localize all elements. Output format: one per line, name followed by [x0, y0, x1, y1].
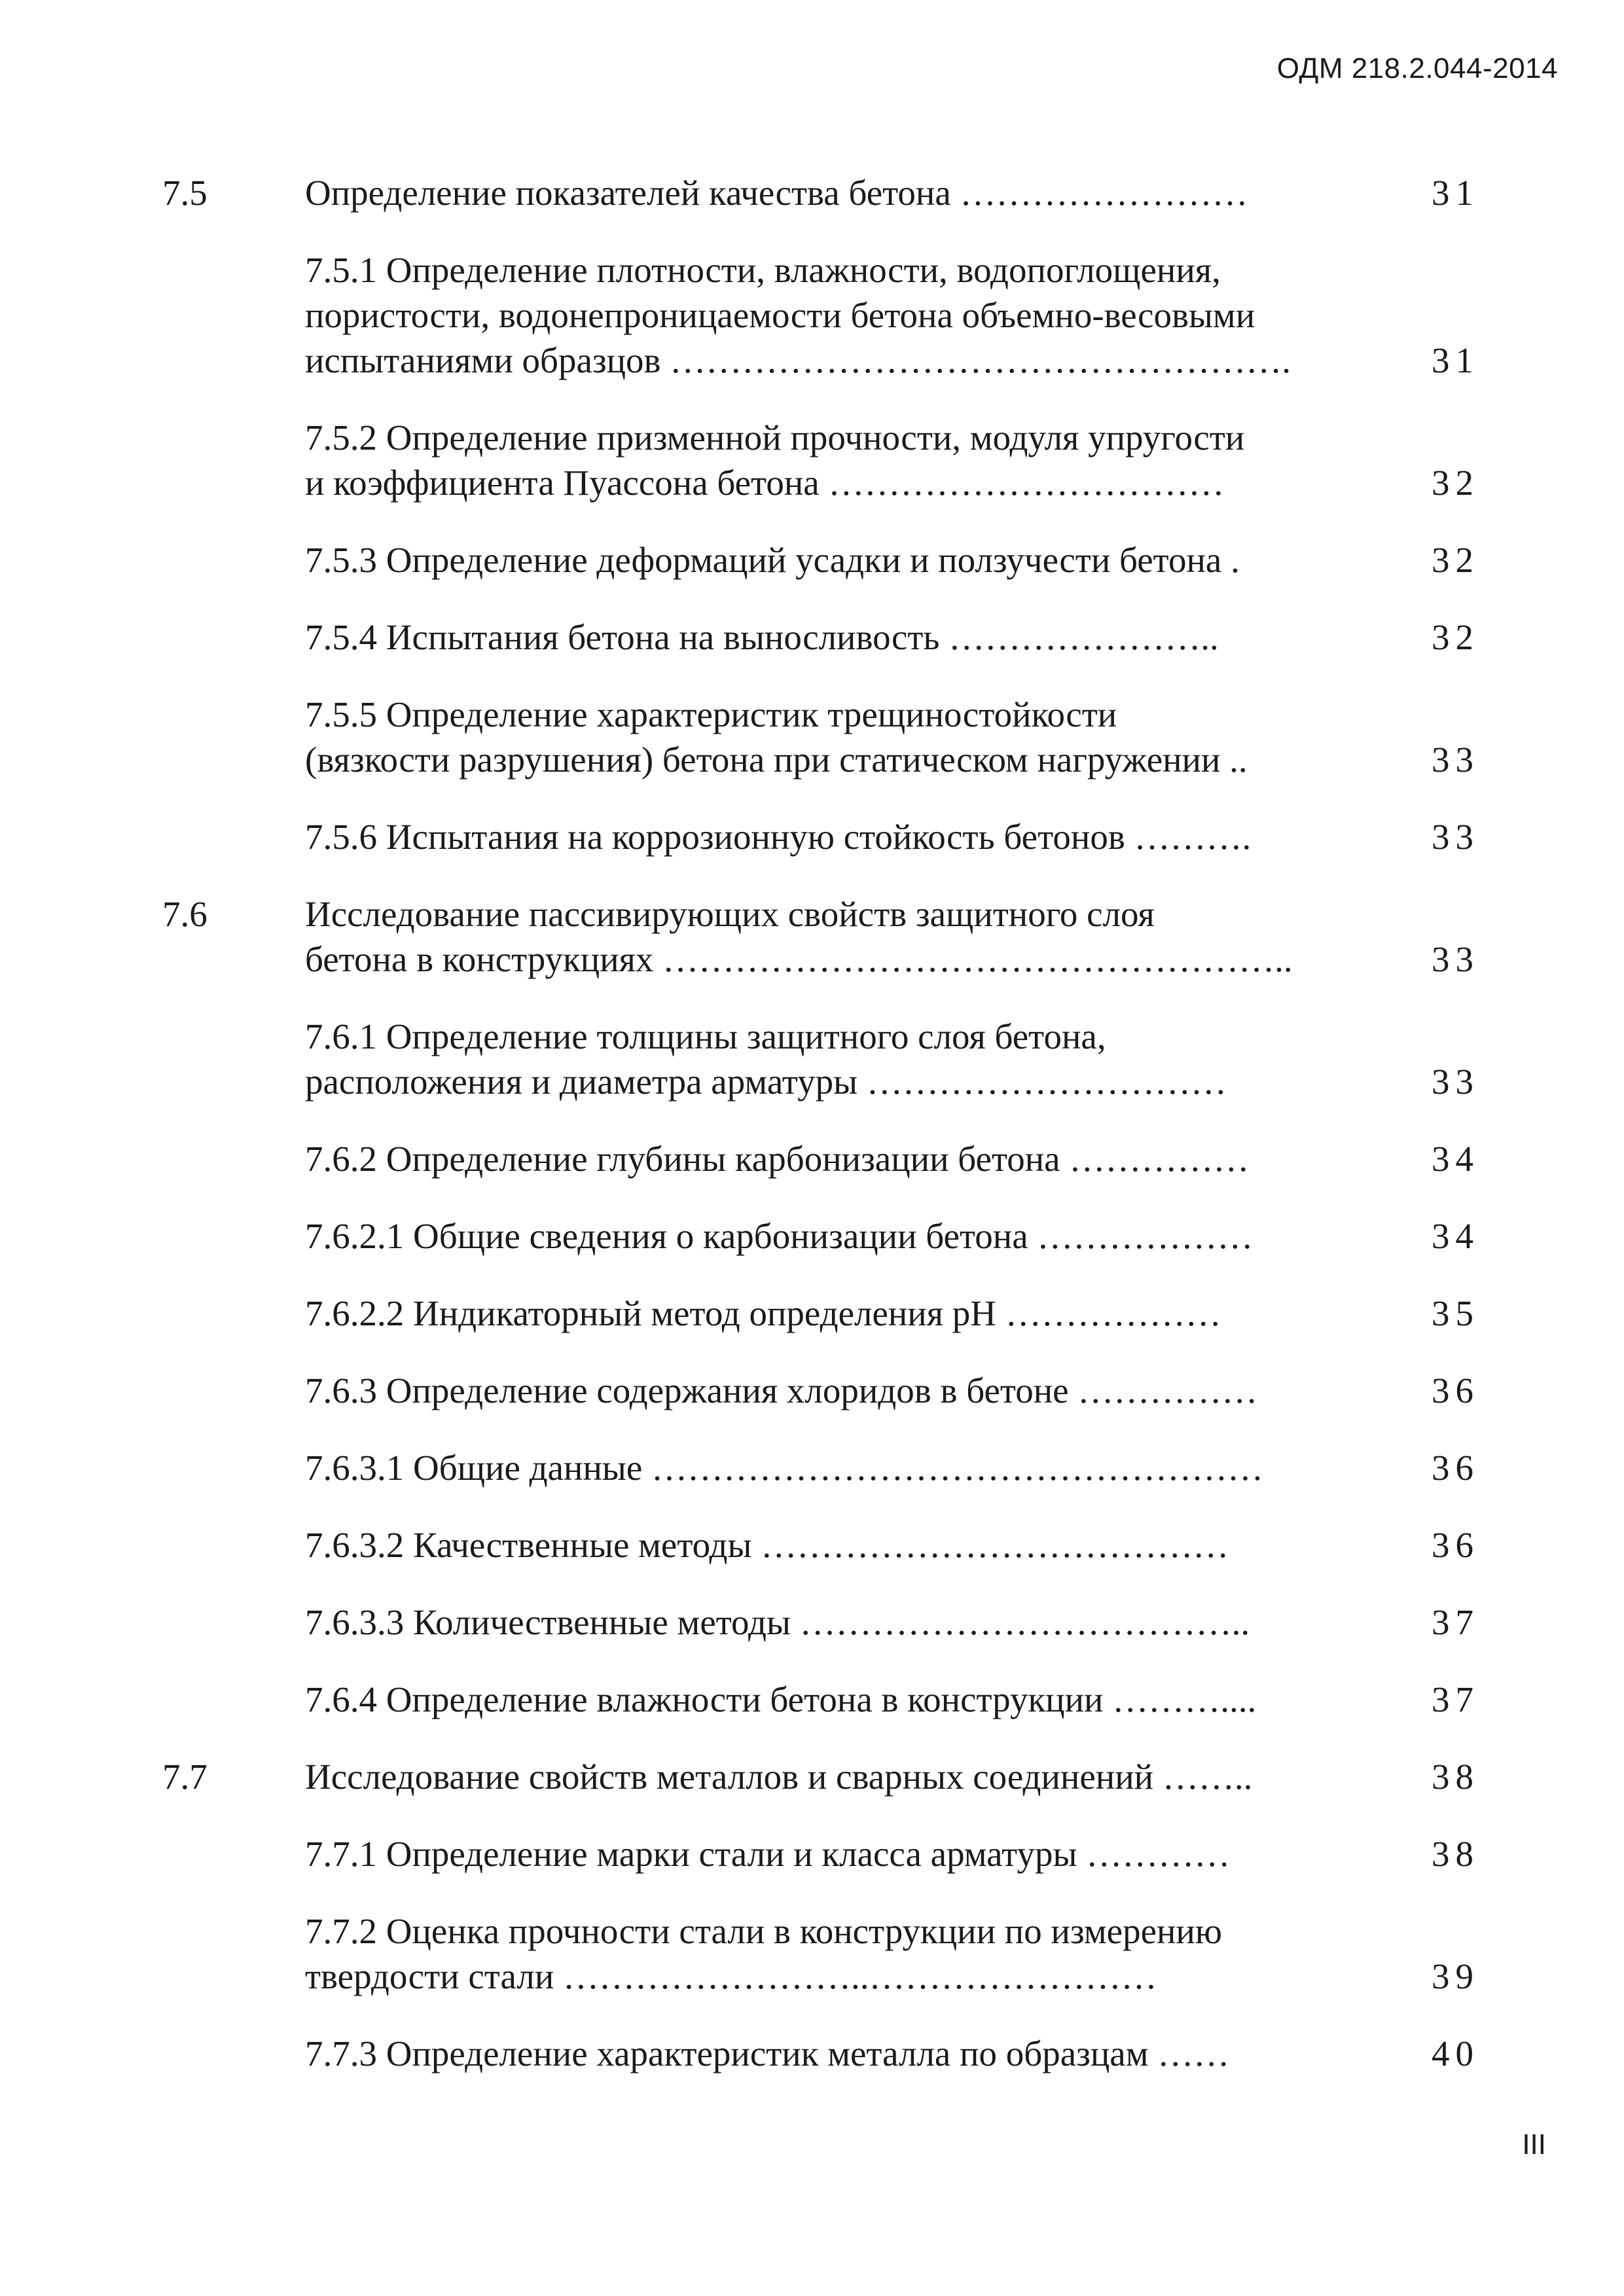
- page-number: III: [1522, 2128, 1546, 2161]
- toc-entry-title: 7.5.2 Определение призменной прочности, модуля упругости и коэффициента Пуассона бетона ……………………………: [305, 418, 1245, 503]
- toc-entry: [162, 1445, 1479, 1490]
- toc-page-number: 34: [1432, 1139, 1479, 1179]
- toc-section-number: 7.7: [162, 1757, 208, 1797]
- toc-entry: [162, 1909, 1479, 1999]
- toc-entry-title: 7.5.1 Определение плотности, влажности, водопоглощения, пористости, водонепроницаемости бетона объемно-весовыми испытаниями образцов …………………………………………….: [305, 250, 1291, 380]
- toc-entry: [162, 1754, 1479, 1799]
- toc-page-number: 37: [1432, 1602, 1479, 1642]
- toc-entry: [162, 1600, 1479, 1645]
- table-of-contents: [162, 170, 1479, 2108]
- toc-entry: [162, 2031, 1479, 2076]
- toc-page-number: 35: [1432, 1293, 1479, 1333]
- toc-section-number: 7.6: [162, 894, 208, 934]
- toc-page-number: 38: [1432, 1834, 1479, 1874]
- toc-entry: [162, 814, 1479, 859]
- toc-entry-title: 7.6.2.2 Индикаторный метод определения pH ………………: [305, 1293, 1221, 1333]
- toc-entry: [162, 1291, 1479, 1336]
- toc-entry-title: 7.5.5 Определение характеристик трещиностойкости (вязкости разрушения) бетона при статическом нагружении ..: [305, 694, 1248, 780]
- toc-entry-title: Исследование пассивирующих свойств защитного слоя бетона в конструкциях ……………………………………………..: [305, 894, 1293, 979]
- toc-entry-title: 7.7.2 Оценка прочности стали в конструкции по измерению твердости стали ……………………..……………………: [305, 1911, 1222, 1996]
- toc-page-number: 36: [1432, 1371, 1479, 1410]
- toc-page-number: 32: [1432, 617, 1479, 657]
- toc-page-number: 33: [1432, 740, 1479, 780]
- toc-entry-title: 7.6.3.1 Общие данные ……………………………………………: [305, 1448, 1264, 1488]
- toc-entry: [162, 1136, 1479, 1181]
- toc-page-number: 31: [1432, 340, 1479, 380]
- toc-entry-title: 7.6.2 Определение глубины карбонизации бетона ……………: [305, 1139, 1250, 1179]
- toc-page-number: 39: [1432, 1956, 1479, 1996]
- toc-entry: [162, 1831, 1479, 1876]
- toc-page-number: 36: [1432, 1448, 1479, 1488]
- toc-page-number: 36: [1432, 1525, 1479, 1565]
- toc-page-number: 34: [1432, 1216, 1479, 1256]
- toc-entry: [162, 415, 1479, 505]
- toc-entry: [162, 1014, 1479, 1104]
- toc-page-number: 31: [1432, 173, 1479, 213]
- toc-entry-title: 7.6.3 Определение содержания хлоридов в бетоне ……………: [305, 1371, 1258, 1410]
- toc-entry-title: 7.7.3 Определение характеристик металла по образцам ……: [305, 2034, 1230, 2073]
- toc-entry: [162, 1213, 1479, 1259]
- toc-page-number: 32: [1432, 463, 1479, 503]
- toc-entry-title: 7.5.6 Испытания на коррозионную стойкость бетонов ……….: [305, 817, 1252, 857]
- toc-entry: [162, 1522, 1479, 1568]
- toc-entry: [162, 615, 1479, 660]
- toc-entry: [162, 247, 1479, 383]
- document-code: ОДМ 218.2.044-2014: [1276, 52, 1558, 84]
- toc-page-number: 40: [1432, 2034, 1479, 2073]
- toc-entry-title: Определение показателей качества бетона ……………………: [305, 173, 1248, 213]
- toc-entry-title: 7.5.4 Испытания бетона на выносливость …………………..: [305, 617, 1219, 657]
- toc-entry: [162, 891, 1479, 982]
- toc-section-number: 7.5: [162, 173, 208, 213]
- toc-entry: [162, 170, 1479, 215]
- toc-page-number: 33: [1432, 817, 1479, 857]
- toc-page-number: 33: [1432, 939, 1479, 979]
- toc-entry-title: 7.6.1 Определение толщины защитного слоя бетона, расположения и диаметра арматуры …………………………: [305, 1016, 1227, 1102]
- toc-page-number: 32: [1432, 540, 1479, 580]
- toc-entry: [162, 1368, 1479, 1413]
- toc-entry-title: 7.7.1 Определение марки стали и класса арматуры …………: [305, 1834, 1231, 1874]
- toc-entry: [162, 692, 1479, 782]
- toc-entry-title: 7.5.3 Определение деформаций усадки и ползучести бетона .: [305, 540, 1240, 580]
- toc-entry: [162, 537, 1479, 583]
- toc-page-number: 33: [1432, 1062, 1479, 1102]
- toc-entry-title: 7.6.3.3 Количественные методы ………………………………..: [305, 1602, 1250, 1642]
- toc-entry-title: 7.6.2.1 Общие сведения о карбонизации бетона ………………: [305, 1216, 1254, 1256]
- toc-entry-title: 7.6.3.2 Качественные методы …………………………………: [305, 1525, 1229, 1565]
- toc-page-number: 37: [1432, 1679, 1479, 1719]
- toc-entry: [162, 1677, 1479, 1722]
- toc-page-number: 38: [1432, 1757, 1479, 1797]
- toc-entry-title: 7.6.4 Определение влажности бетона в конструкции ………....: [305, 1679, 1257, 1719]
- toc-entry-title: Исследование свойств металлов и сварных соединений ……..: [305, 1757, 1253, 1797]
